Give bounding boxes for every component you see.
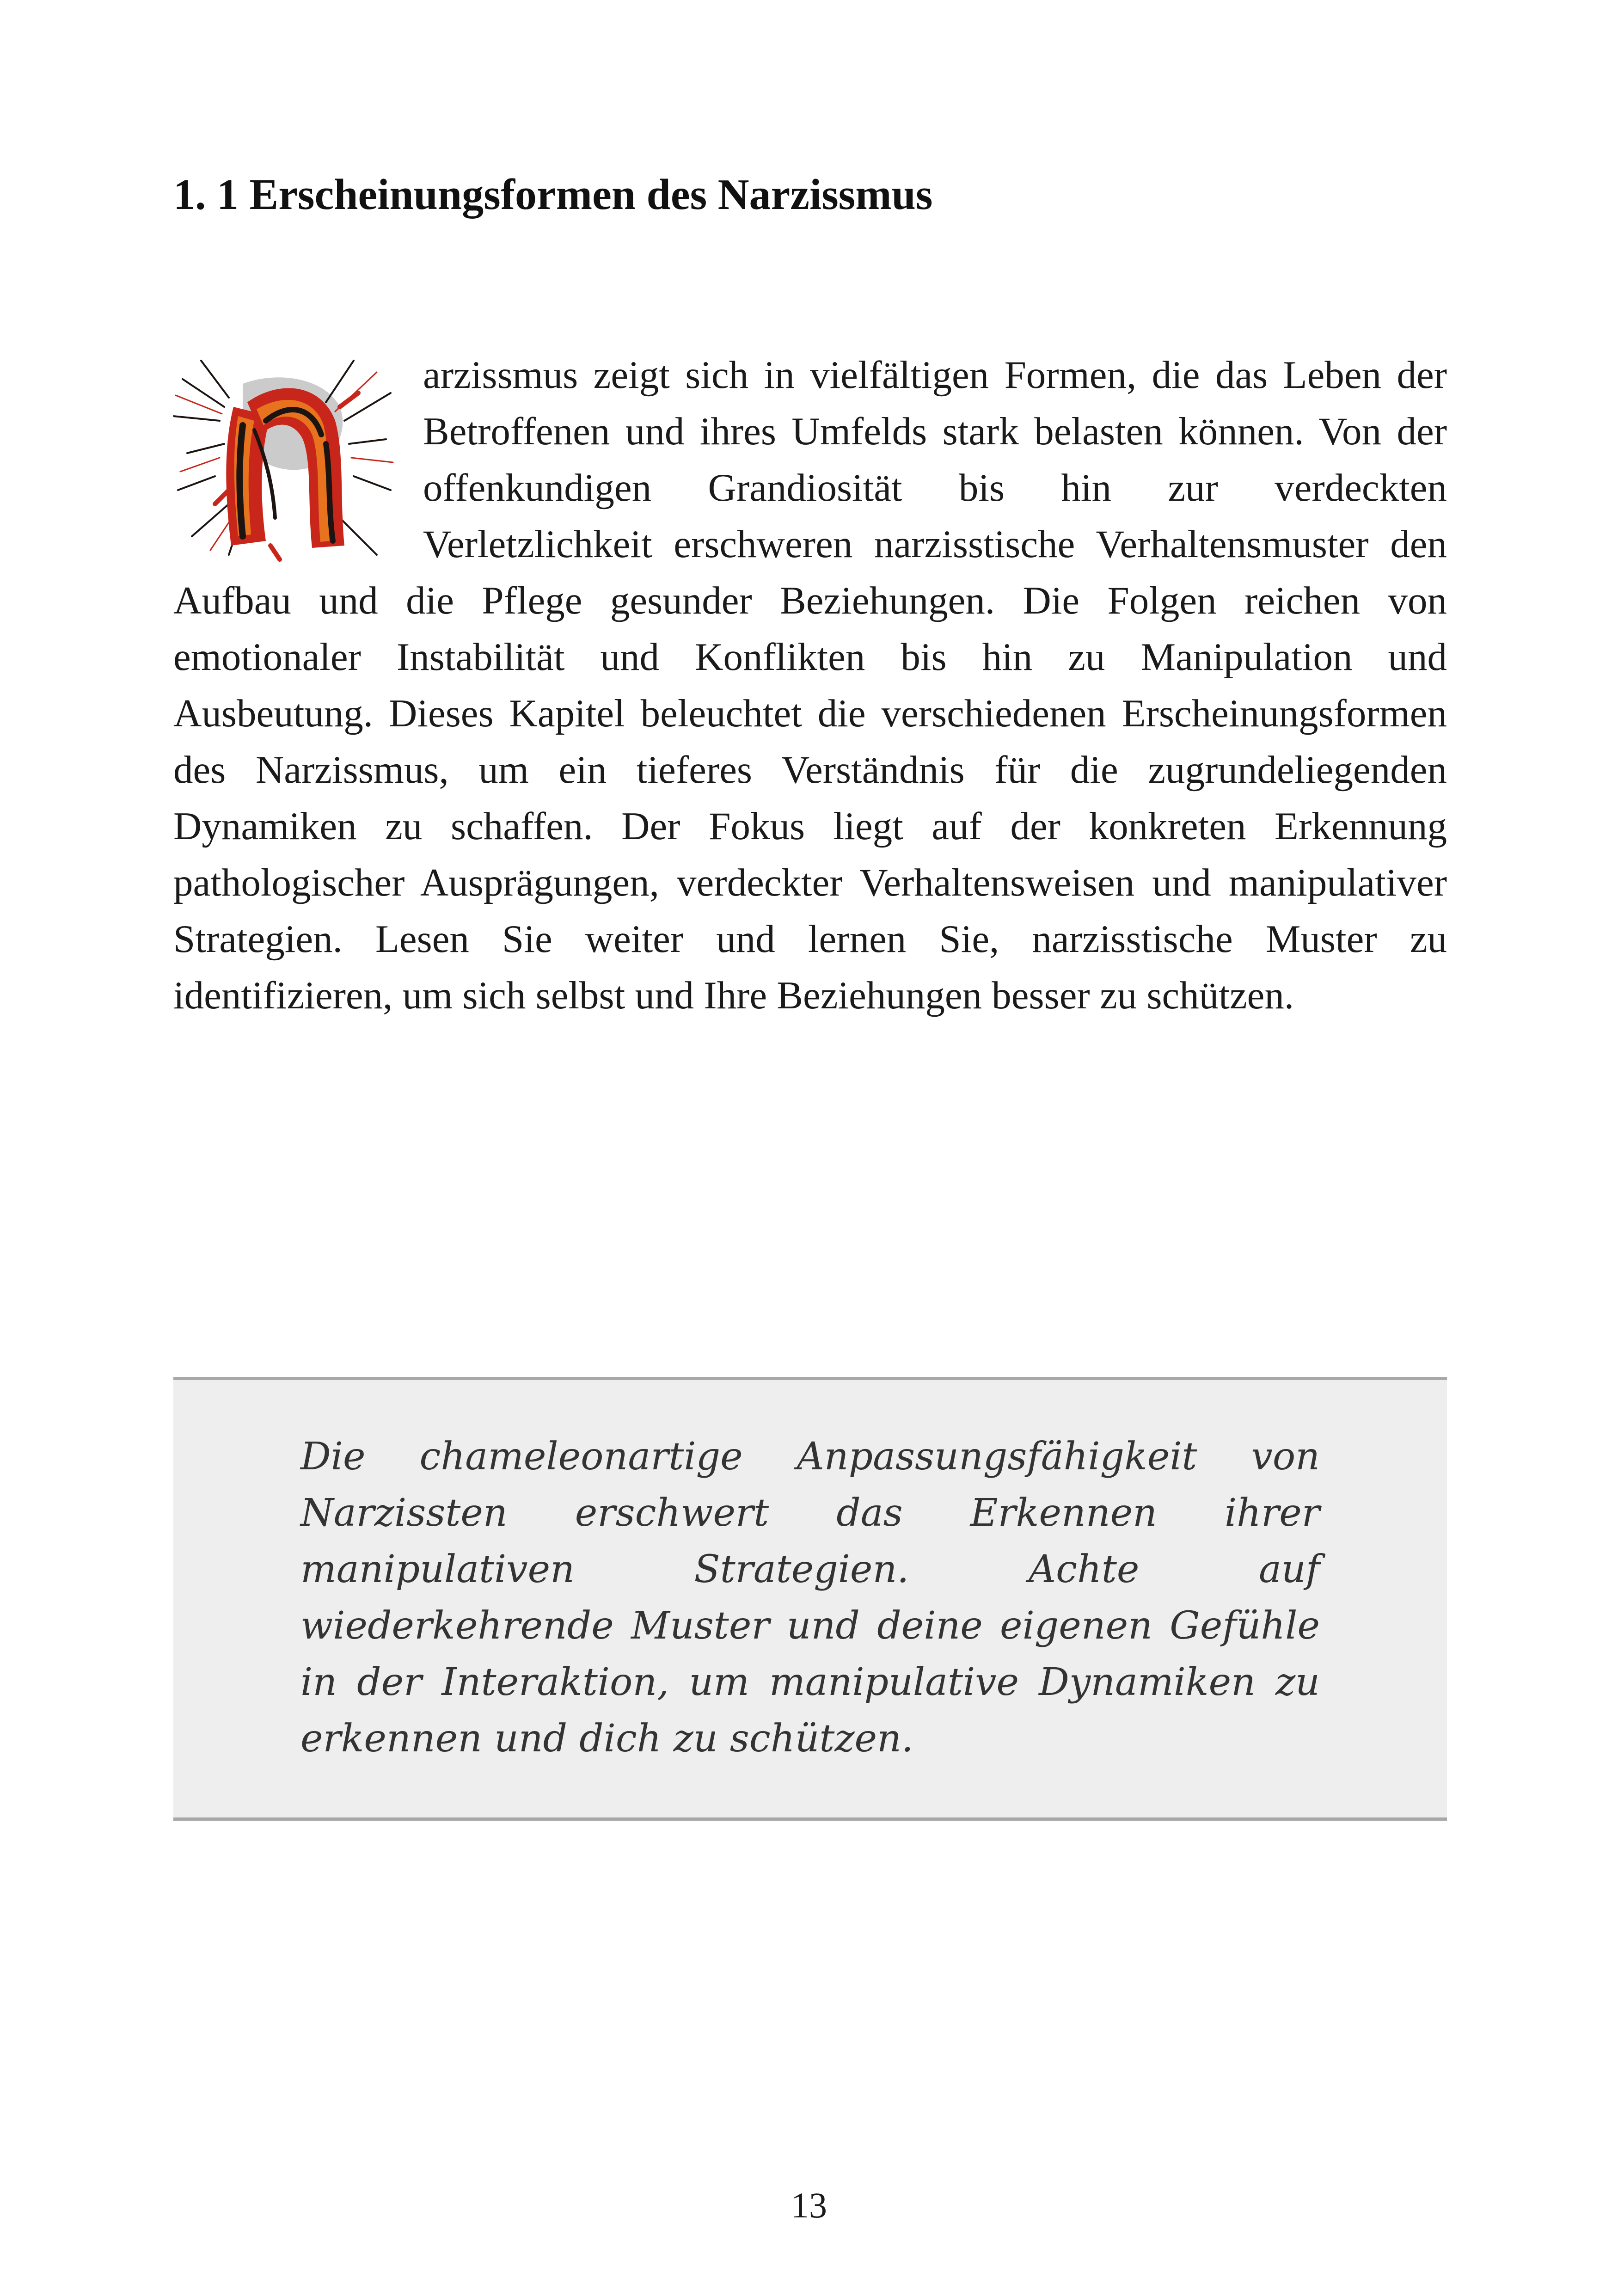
tip-callout-box xyxy=(173,1377,1447,1821)
page-number: 13 xyxy=(791,2185,827,2225)
section-heading: 1. 1 Erscheinungsformen des Narzissmus xyxy=(173,171,933,219)
callout-text: Die chameleonartige Anpassungsfähigkeit von Narzissten erschwert das Erkennen ihrer manipulativen Strategien. Achte auf wiederkehrende Muster und deine eigenen Gefühle in der Interaktion, um manipulative Dynamiken zu erkennen und dich zu schützen. xyxy=(300,1435,1320,1761)
body-paragraph xyxy=(173,347,1447,1024)
painted-letter-n-icon xyxy=(173,351,395,563)
body-paragraph-text: arzissmus zeigt sich in vielfältigen Formen, die das Leben der Betroffenen und ihres Umfelds stark belasten können. Von der offenkundigen Grandiosität bis hin zur verdeckten Verletzlichkeit erschweren narzisstische Verhaltensmuster den Aufbau und die Pflege gesunder Beziehungen. Die Folgen reichen von emotionaler Instabilität und Konflikten bis hin zu Manipulation und Ausbeutung. Dieses Kapitel beleuchtet die verschiedenen Erscheinungsformen des Narzissmus, um ein tieferes Verständnis für die zugrundeliegenden Dynamiken zu schaffen. Der Fokus liegt auf der konkreten Erkennung pathologischer Ausprägungen, verdeckter Verhaltensweisen und manipulativer Strategien. Lesen Sie weiter und lernen Sie, narzisstische Muster zu identifizieren, um sich selbst und Ihre Beziehungen besser zu schützen. xyxy=(173,353,1447,1017)
